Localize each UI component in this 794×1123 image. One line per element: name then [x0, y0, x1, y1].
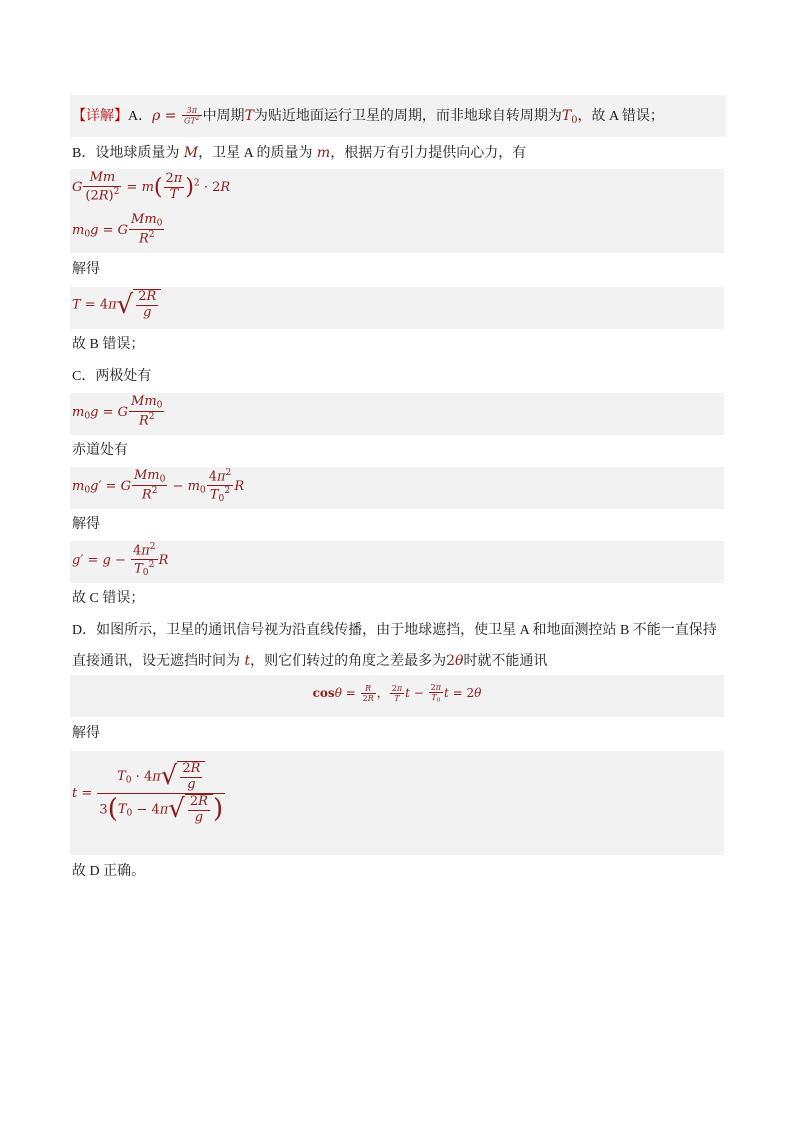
d-solve-label: 解得	[72, 726, 100, 741]
equator-gravity-result: g′ = g − $\frac{4\pi^2}{T_0^2}$ R	[70, 541, 724, 583]
angle-equations: cosθ = $\frac{R}{2R}$ ， $\frac{2\pi}{T}$ t − $\frac{2\pi}{T_0}$ t = 2θ	[70, 675, 724, 717]
c-solve-label: 解得	[72, 517, 100, 532]
option-d-line1: D．如图所示，卫星的通讯信号视为沿直线传播，由于地球遮挡，使卫星 A 和地面测控站 B 不能一直保持	[72, 623, 717, 638]
option-c-line: C．两极处有	[72, 369, 152, 384]
surface-gravity-equation: $m_0g = G$ $\frac{Mm_0}{R^2}$	[72, 212, 163, 247]
period-result: T = 4π√ $\frac{2R}{g}$	[70, 287, 724, 329]
option-b-equations	[70, 169, 724, 253]
pole-equation: $m_0g = G$ $\frac{Mm_0}{R^2}$	[70, 393, 724, 435]
time-result: t = $T_0 \cdot 4\pi√$ $\frac{2R}{g}$ $3(T_0 - 4\pi√$ $\frac{2R}{g}$ )	[70, 751, 724, 855]
d-conclusion: 故 D 正确。	[72, 864, 146, 879]
option-a-line: 【详解】A．ρ = $\frac{3\pi}{GT^2}$ 中周期T为贴近地面运行卫星的周期，而非地球自转周期为$T_0$，故 A 错误；	[70, 95, 726, 137]
gravity-equation: G $\frac{Mm}{(2R)^2}$ = m( $\frac{2\pi}{T}$ )$^2$ · 2R	[72, 170, 231, 204]
b-conclusion: 故 B 错误；	[72, 337, 145, 352]
equator-equation: $m_0g' = G$ $\frac{Mm_0}{R^2}$ − $m_0$ $\frac{4\pi^2}{T_0^2}$ R	[70, 467, 724, 509]
detail-tag: 【详解】	[72, 109, 128, 124]
density-formula: ρ = $\frac{3\pi}{GT^2}$	[152, 105, 200, 126]
b-solve-label: 解得	[72, 262, 100, 277]
equator-label: 赤道处有	[72, 443, 128, 458]
option-d-line2: 直接通讯，设无遮挡时间为 t，则它们转过的角度之差最多为2θ时就不能通讯	[72, 653, 548, 669]
solution-document	[70, 95, 724, 889]
c-conclusion: 故 C 错误；	[72, 591, 145, 606]
option-b-line: B．设地球质量为 M，卫星 A 的质量为 m，根据万有引力提供向心力，有	[72, 145, 527, 161]
